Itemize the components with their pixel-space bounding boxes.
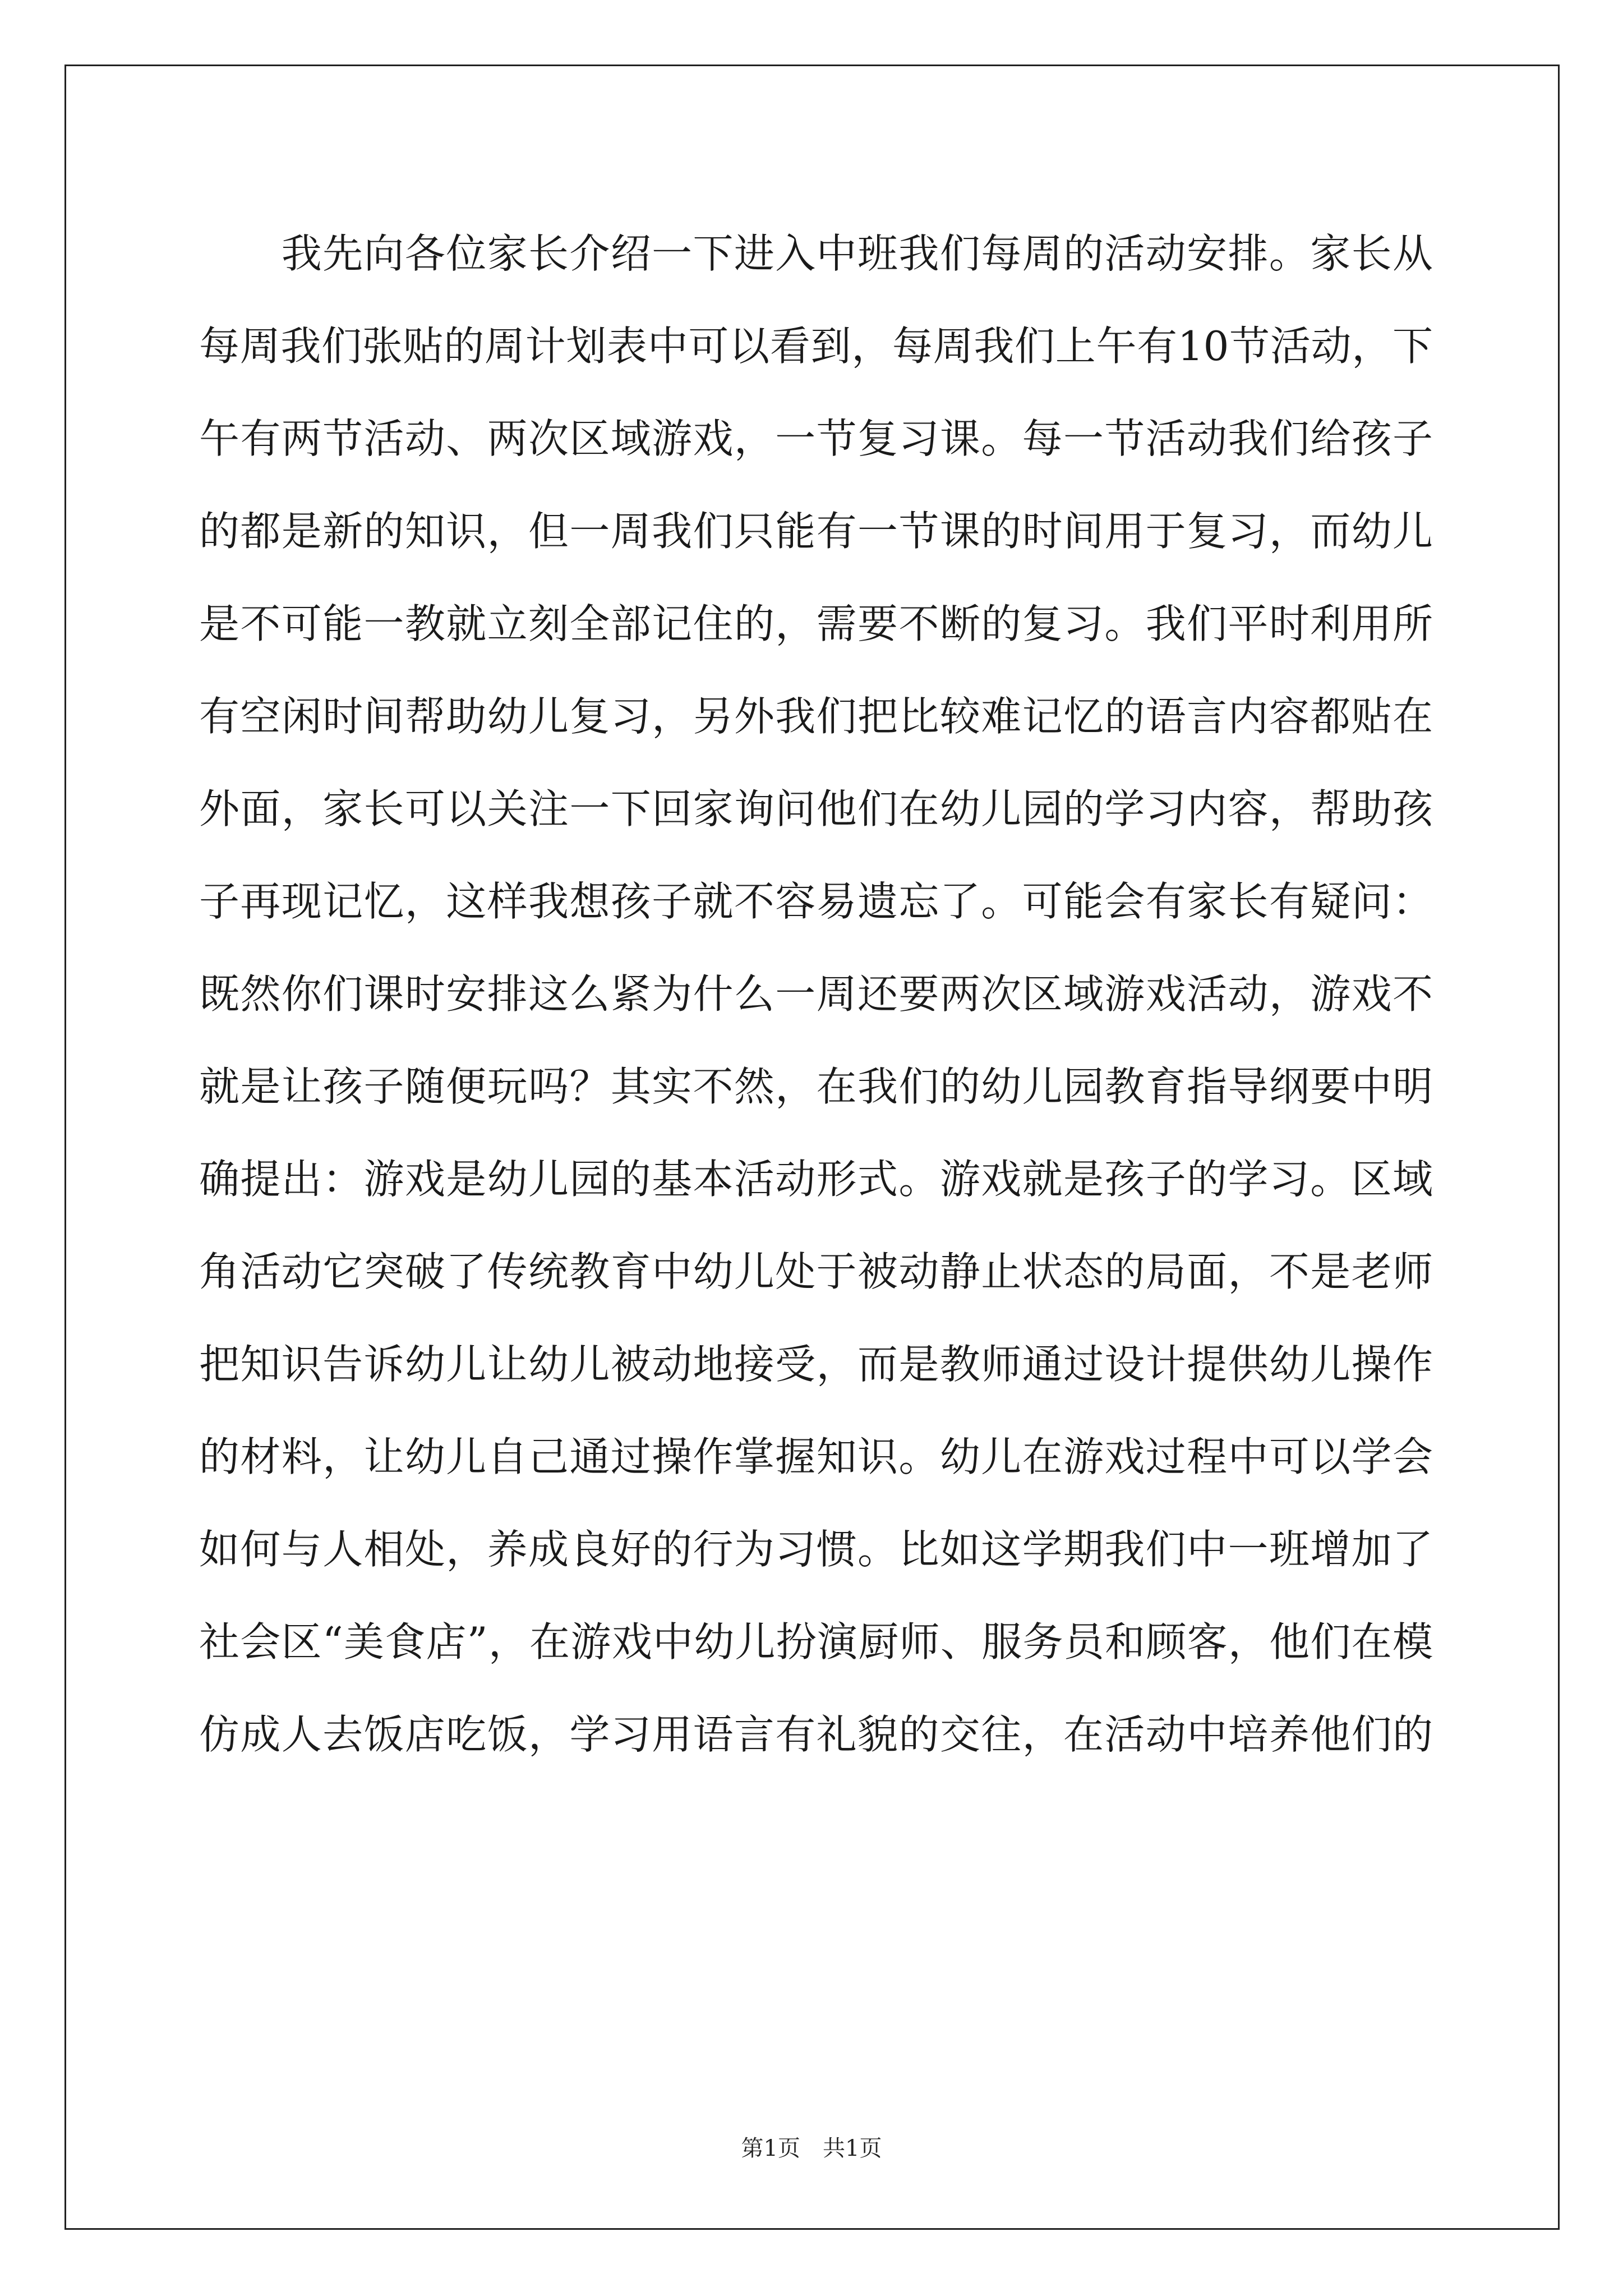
text-line: 就是让孩子随便玩吗？其实不然，在我们的幼儿园教育指导纲要中明 (199, 1063, 1433, 1110)
text-line: 我先向各位家长介绍一下进入中班我们每周的活动安排。家长从 (199, 230, 1433, 277)
text-line: 每周我们张贴的周计划表中可以看到，每周我们上午有10节活动，下 (199, 323, 1433, 370)
text-line: 既然你们课时安排这么紧为什么一周还要两次区域游戏活动，游戏不 (199, 970, 1433, 1018)
text-line: 外面，家长可以关注一下回家询问他们在幼儿园的学习内容，帮助孩 (199, 785, 1433, 832)
text-line: 如何与人相处，养成良好的行为习惯。比如这学期我们中一班增加了 (199, 1526, 1433, 1573)
text-line: 有空闲时间帮助幼儿复习，另外我们把比较难记忆的语言内容都贴在 (199, 693, 1433, 740)
text-line: 子再现记忆，这样我想孩子就不容易遗忘了。可能会有家长有疑问： (199, 878, 1433, 925)
page-number-label: 第1页 共1页 (741, 2136, 882, 2161)
text-line: 仿成人去饭店吃饭，学习用语言有礼貌的交往，在活动中培养他们的 (199, 1711, 1433, 1758)
text-line: 确提出：游戏是幼儿园的基本活动形式。游戏就是孩子的学习。区域 (199, 1156, 1433, 1203)
document-body (199, 208, 1433, 1781)
text-line: 是不可能一教就立刻全部记住的，需要不断的复习。我们平时利用所 (199, 600, 1433, 647)
text-line: 的都是新的知识，但一周我们只能有一节课的时间用于复习，而幼儿 (199, 508, 1433, 555)
text-line: 的材料，让幼儿自己通过操作掌握知识。幼儿在游戏过程中可以学会 (199, 1433, 1433, 1480)
text-line: 把知识告诉幼儿让幼儿被动地接受，而是教师通过设计提供幼儿操作 (199, 1341, 1433, 1388)
page-footer (0, 2134, 1623, 2162)
text-line: 角活动它突破了传统教育中幼儿处于被动静止状态的局面，不是老师 (199, 1248, 1433, 1295)
text-line: 午有两节活动、两次区域游戏，一节复习课。每一节活动我们给孩子 (199, 415, 1433, 462)
text-line: 社会区“美食店”，在游戏中幼儿扮演厨师、服务员和顾客，他们在模 (199, 1618, 1433, 1665)
